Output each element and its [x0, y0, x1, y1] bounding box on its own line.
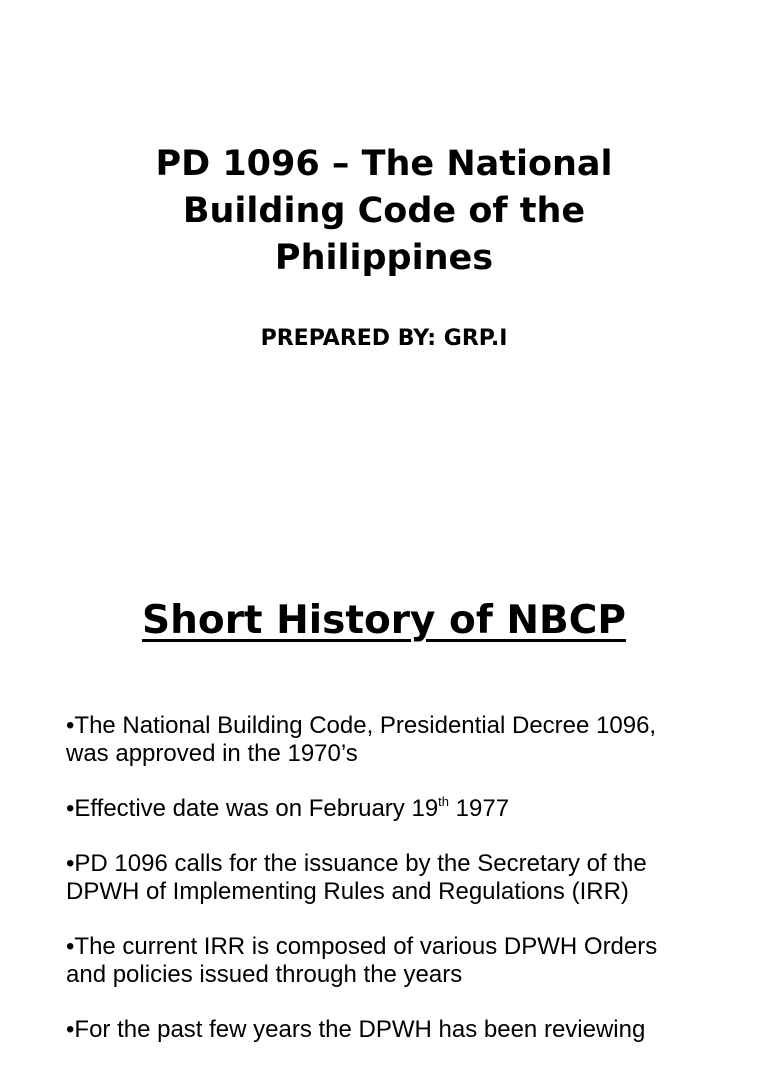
bullet-line: was approved in the 1970’s [66, 740, 358, 767]
ordinal-superscript: th [438, 794, 450, 809]
bullet-item-review [66, 1016, 726, 1044]
prepared-by-subtitle: PREPARED BY: GRP.I [260, 326, 508, 351]
section-heading-text: Short History of NBCP [142, 598, 626, 643]
history-bullet-list [66, 712, 726, 1071]
bullet-item-approved [66, 712, 726, 768]
bullet-line: •Effective date was on February 19 [66, 795, 439, 822]
bullet-item-irr-issuance [66, 850, 726, 906]
document-title [0, 141, 768, 282]
history-slide [0, 512, 768, 1043]
title-slide [0, 0, 768, 512]
bullet-line: DPWH of Implementing Rules and Regulations (IRR) [66, 878, 629, 905]
bullet-line-suffix: 1977 [449, 795, 510, 822]
bullet-line: •The current IRR is composed of various DPWH Orders [66, 933, 658, 960]
title-line-1: PD 1096 – The National [155, 144, 613, 184]
title-line-3: Philippines [274, 238, 494, 278]
bullet-line: •The National Building Code, Presidential Decree 1096, [66, 712, 657, 739]
section-heading [0, 596, 768, 646]
bullet-item-current-irr [66, 933, 726, 989]
bullet-item-effective-date [66, 795, 726, 823]
bullet-line: •For the past few years the DPWH has been reviewing [66, 1016, 646, 1043]
bullet-line: and policies issued through the years [66, 961, 463, 988]
bullet-line: •PD 1096 calls for the issuance by the Secretary of the [66, 850, 647, 877]
title-line-2: Building Code of the [182, 191, 586, 231]
